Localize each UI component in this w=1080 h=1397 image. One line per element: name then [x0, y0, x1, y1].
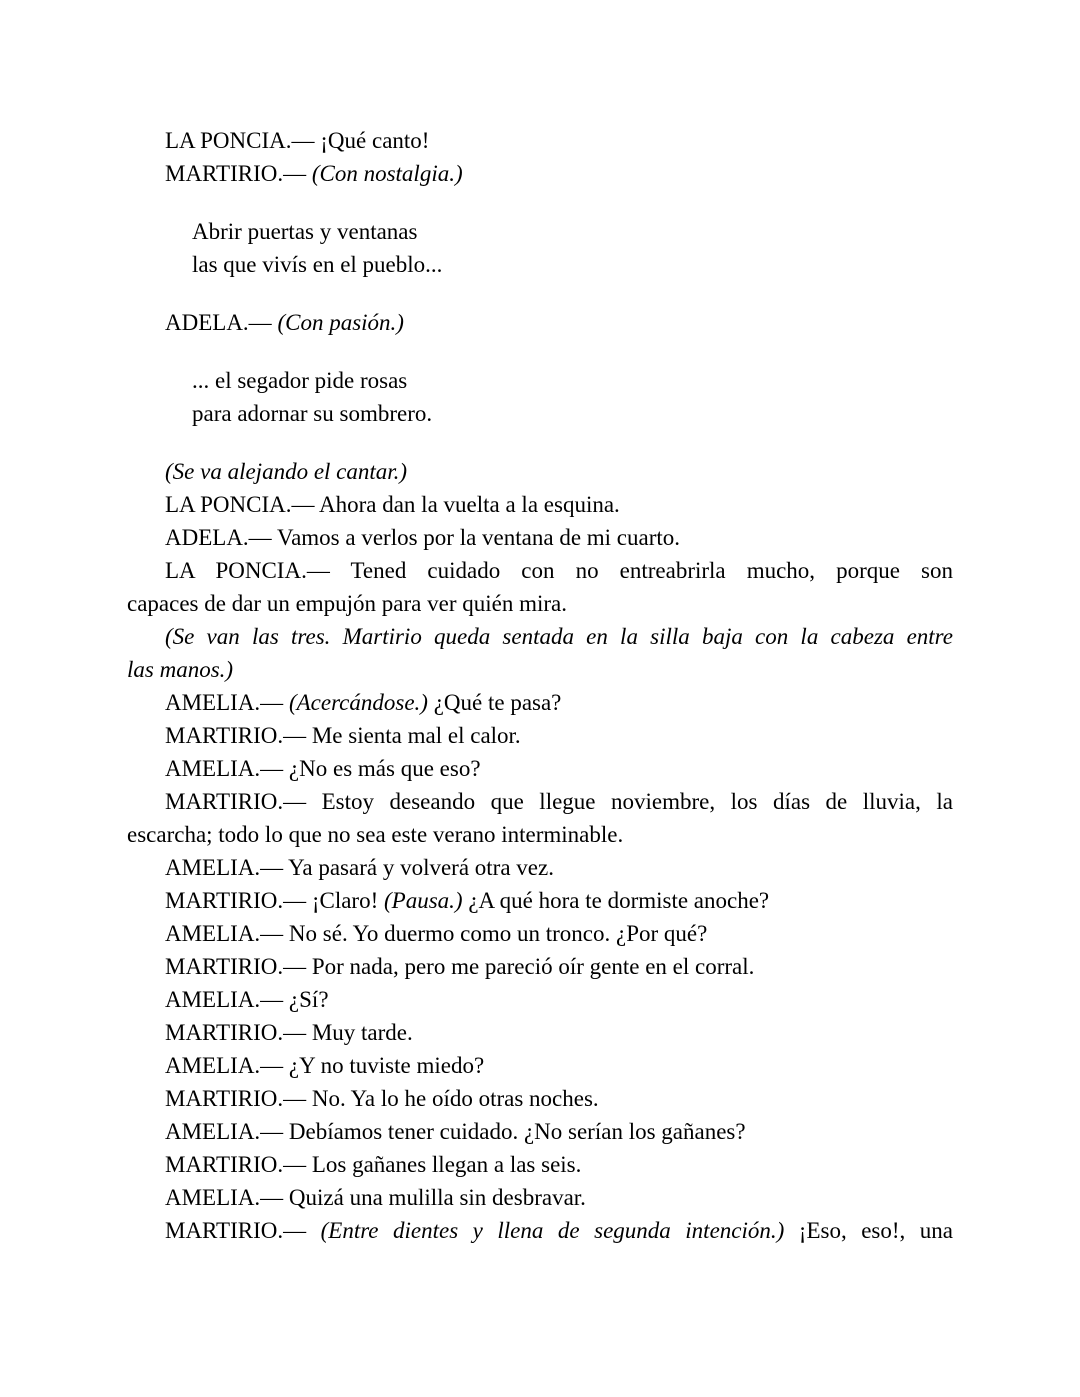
- dialogue-text: Abrir puertas y ventanas: [192, 219, 418, 244]
- stage-direction-text: (Con nostalgia.): [311, 161, 463, 186]
- stage-direction-text: (Se va alejando el cantar.): [165, 459, 408, 484]
- dialogue-text: AMELIA.— Quizá una mulilla sin desbravar.: [165, 1185, 586, 1210]
- verse-line: [127, 248, 953, 281]
- dialogue-line: [127, 1049, 953, 1082]
- dialogue-line: [127, 157, 953, 190]
- dialogue-line: [127, 719, 953, 752]
- dialogue-line: [127, 521, 953, 554]
- dialogue-text: MARTIRIO.— ¡Claro!: [165, 888, 385, 913]
- dialogue-text: ... el segador pide rosas: [192, 368, 408, 393]
- dialogue-text: escarcha; todo lo que no sea este verano interminable.: [127, 822, 624, 847]
- dialogue-text: AMELIA.— No sé. Yo duermo como un tronco. ¿Por qué?: [165, 921, 708, 946]
- dialogue-line: [127, 306, 953, 339]
- dialogue-text: MARTIRIO.— Los gañanes llegan a las seis.: [165, 1152, 582, 1177]
- dialogue-text: ¡Eso, eso!, una: [784, 1218, 953, 1243]
- stage-direction-line: [127, 455, 953, 488]
- dialogue-text: LA PONCIA.— Tened cuidado con no entreabrirla mucho, porque son: [165, 558, 953, 583]
- dialogue-line: [127, 851, 953, 884]
- stage-direction-text: (Entre dientes y llena de segunda intención.): [320, 1218, 785, 1243]
- dialogue-text: capaces de dar un empujón para ver quién mira.: [127, 591, 567, 616]
- dialogue-line: [127, 818, 953, 851]
- verse-line: [127, 397, 953, 430]
- dialogue-line: [127, 554, 953, 587]
- dialogue-line: [127, 1214, 953, 1247]
- dialogue-line: [127, 686, 953, 719]
- dialogue-line: [127, 1181, 953, 1214]
- dialogue-text: AMELIA.— Ya pasará y volverá otra vez.: [165, 855, 554, 880]
- dialogue-line: [127, 983, 953, 1016]
- verse-line: [127, 364, 953, 397]
- dialogue-text: las que vivís en el pueblo...: [192, 252, 443, 277]
- dialogue-text: ¿A qué hora te dormiste anoche?: [462, 888, 770, 913]
- dialogue-line: [127, 950, 953, 983]
- dialogue-text: MARTIRIO.— Estoy deseando que llegue noviembre, los días de lluvia, la: [165, 789, 953, 814]
- blank-line: [127, 430, 953, 455]
- dialogue-text: MARTIRIO.—: [165, 1218, 321, 1243]
- stage-direction-text: (Pausa.): [384, 888, 463, 913]
- dialogue-line: [127, 752, 953, 785]
- dialogue-text: AMELIA.—: [165, 690, 289, 715]
- dialogue-line: [127, 917, 953, 950]
- dialogue-text: MARTIRIO.— Muy tarde.: [165, 1020, 413, 1045]
- dialogue-line: [127, 488, 953, 521]
- dialogue-text: AMELIA.— Debíamos tener cuidado. ¿No serían los gañanes?: [165, 1119, 746, 1144]
- dialogue-text: ADELA.—: [165, 310, 278, 335]
- blank-line: [127, 281, 953, 306]
- dialogue-text: AMELIA.— ¿No es más que eso?: [165, 756, 481, 781]
- dialogue-text: MARTIRIO.— Por nada, pero me pareció oír gente en el corral.: [165, 954, 755, 979]
- dialogue-text: ¿Qué te pasa?: [427, 690, 562, 715]
- dialogue-line: [127, 1016, 953, 1049]
- dialogue-text: MARTIRIO.— No. Ya lo he oído otras noches.: [165, 1086, 599, 1111]
- dialogue-text: MARTIRIO.—: [165, 161, 312, 186]
- verse-line: [127, 215, 953, 248]
- dialogue-text: LA PONCIA.— Ahora dan la vuelta a la esquina.: [165, 492, 620, 517]
- dialogue-text: ADELA.— Vamos a verlos por la ventana de mi cuarto.: [165, 525, 681, 550]
- dialogue-line: [127, 1148, 953, 1181]
- dialogue-line: [127, 1082, 953, 1115]
- blank-line: [127, 339, 953, 364]
- blank-line: [127, 190, 953, 215]
- stage-direction-text: (Con pasión.): [277, 310, 404, 335]
- stage-direction-text: las manos.): [127, 657, 234, 682]
- page-text: [127, 124, 953, 1247]
- dialogue-line: [127, 587, 953, 620]
- stage-direction-line: [127, 653, 953, 686]
- dialogue-text: para adornar su sombrero.: [192, 401, 433, 426]
- dialogue-text: MARTIRIO.— Me sienta mal el calor.: [165, 723, 521, 748]
- dialogue-line: [127, 884, 953, 917]
- dialogue-line: [127, 1115, 953, 1148]
- dialogue-text: AMELIA.— ¿Sí?: [165, 987, 329, 1012]
- stage-direction-line: [127, 620, 953, 653]
- stage-direction-text: (Acercándose.): [288, 690, 428, 715]
- dialogue-line: [127, 785, 953, 818]
- dialogue-text: AMELIA.— ¿Y no tuviste miedo?: [165, 1053, 485, 1078]
- stage-direction-text: (Se van las tres. Martirio queda sentada en la silla baja con la cabeza entre: [165, 624, 953, 649]
- dialogue-line: [127, 124, 953, 157]
- dialogue-text: LA PONCIA.— ¡Qué canto!: [165, 128, 430, 153]
